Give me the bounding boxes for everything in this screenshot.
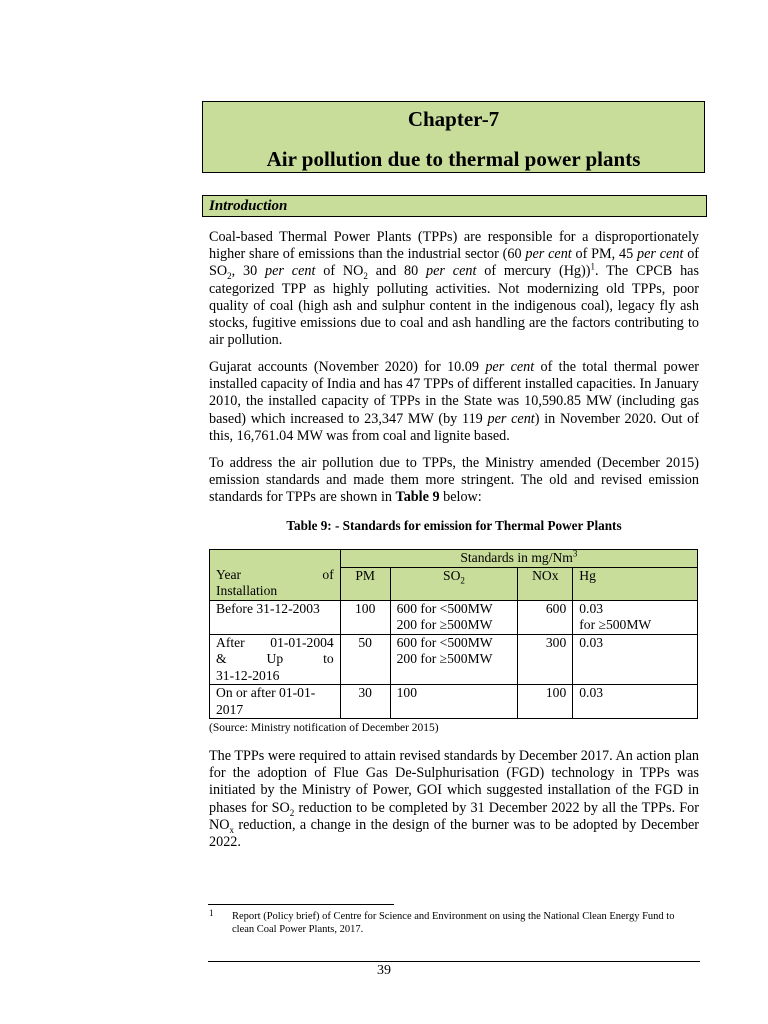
- cell-nox: 600: [518, 600, 573, 634]
- cell-nox: 300: [518, 634, 573, 685]
- chapter-heading-box: [202, 101, 705, 173]
- paragraph-1: Coal-based Thermal Power Plants (TPPs) are responsible for a disproportionately higher share of emissions than the industrial sector (60 per cent of PM, 45 per cent of $SO_2$, 30 per cent of $NO_2$ and 80 per cent of mercury (Hg))$^1$. The CPCB has categorized TPP as highly polluting activities. Not modernizing old TPPs, poor quality of coal (high ash and sulphur content in the indigenous coal), legacy fly ash stocks, fugitive emissions due to coal and ash handling are the factors contributing to air pollution.: [209, 229, 700, 349]
- chapter-number: Chapter-7: [407, 107, 500, 131]
- table-header-row: [210, 550, 698, 568]
- cell-year: Before 31-12-2003: [210, 600, 341, 634]
- header-so2: $SO_2$: [390, 567, 518, 600]
- footnote-text: Report (Policy brief) of Centre for Science and Environment on using the National Clean Energy Fund to clean Coal Power Plants, 2017.: [232, 911, 675, 935]
- table-row: [210, 634, 698, 685]
- table-source-note: (Source: Ministry notification of December 2015): [209, 722, 439, 734]
- cell-pm: 100: [340, 600, 390, 634]
- paragraph-2: Gujarat accounts (November 2020) for 10.09 per cent of the total thermal power installed capacity of India and has 47 TPPs of different installed capacities. In January 2010, the installed capacity of TPPs in the State was 10,590.85 MW (including gas based) which increased to 23,347 MW (by 119 per cent) in November 2020. Out of this, 16,761.04 MW was from coal and lignite based.: [209, 359, 700, 444]
- cell-year: On or after 01-01- 2017: [210, 685, 341, 719]
- cell-so2: 600 for <500MW 200 for ≥500MW: [390, 634, 518, 685]
- paragraph-4: The TPPs were required to attain revised standards by December 2017. An action plan for the adoption of Flue Gas De-Sulphurisation (FGD) technology in TPPs was initiated by the Ministry of Power, GOI which suggested installation of the FGD in phases for $SO_2$ reduction to be completed by 31 December 2022 by all the TPPs. For $NO_x$ reduction, a change in the design of the burner was to be adopted by December 2022.: [209, 748, 699, 851]
- cell-hg: 0.03 for ≥500MW: [573, 600, 698, 634]
- paragraph-3: To address the air pollution due to TPPs, the Ministry amended (December 2015) emission standards and made them more stringent. The old and revised emission standards for TPPs are shown in Table 9 below:: [209, 455, 699, 506]
- cell-hg: 0.03: [573, 634, 698, 685]
- table-row: [210, 685, 698, 719]
- cell-hg: 0.03: [573, 685, 698, 719]
- cell-nox: 100: [518, 685, 573, 719]
- chapter-title: Air pollution due to thermal power plants: [266, 147, 641, 171]
- header-hg: Hg: [573, 567, 698, 600]
- header-year-of-installation: Year of Installation: [210, 550, 341, 601]
- section-heading-introduction: Introduction: [202, 195, 707, 217]
- header-standards-group: Standards in mg/Nm$^3$: [340, 550, 697, 568]
- cell-pm: 30: [340, 685, 390, 719]
- table-reference: Table 9: [395, 489, 440, 506]
- table-caption: Table 9: - Standards for emission for Thermal Power Plants: [286, 518, 622, 533]
- cell-so2: 100: [390, 685, 518, 719]
- cell-year: After 01-01-2004 & Up to 31-12-2016: [210, 634, 341, 685]
- header-nox: NOx: [518, 567, 573, 600]
- table-row: [210, 600, 698, 634]
- emission-standards-table: [209, 549, 698, 719]
- header-pm: PM: [340, 567, 390, 600]
- footnote-mark: 1: [209, 908, 214, 918]
- page-number: 39: [377, 963, 391, 978]
- footnote-separator: [208, 904, 394, 905]
- cell-pm: 50: [340, 634, 390, 685]
- footnote-reference: 1: [590, 261, 595, 272]
- cell-so2: 600 for <500MW 200 for ≥500MW: [390, 600, 518, 634]
